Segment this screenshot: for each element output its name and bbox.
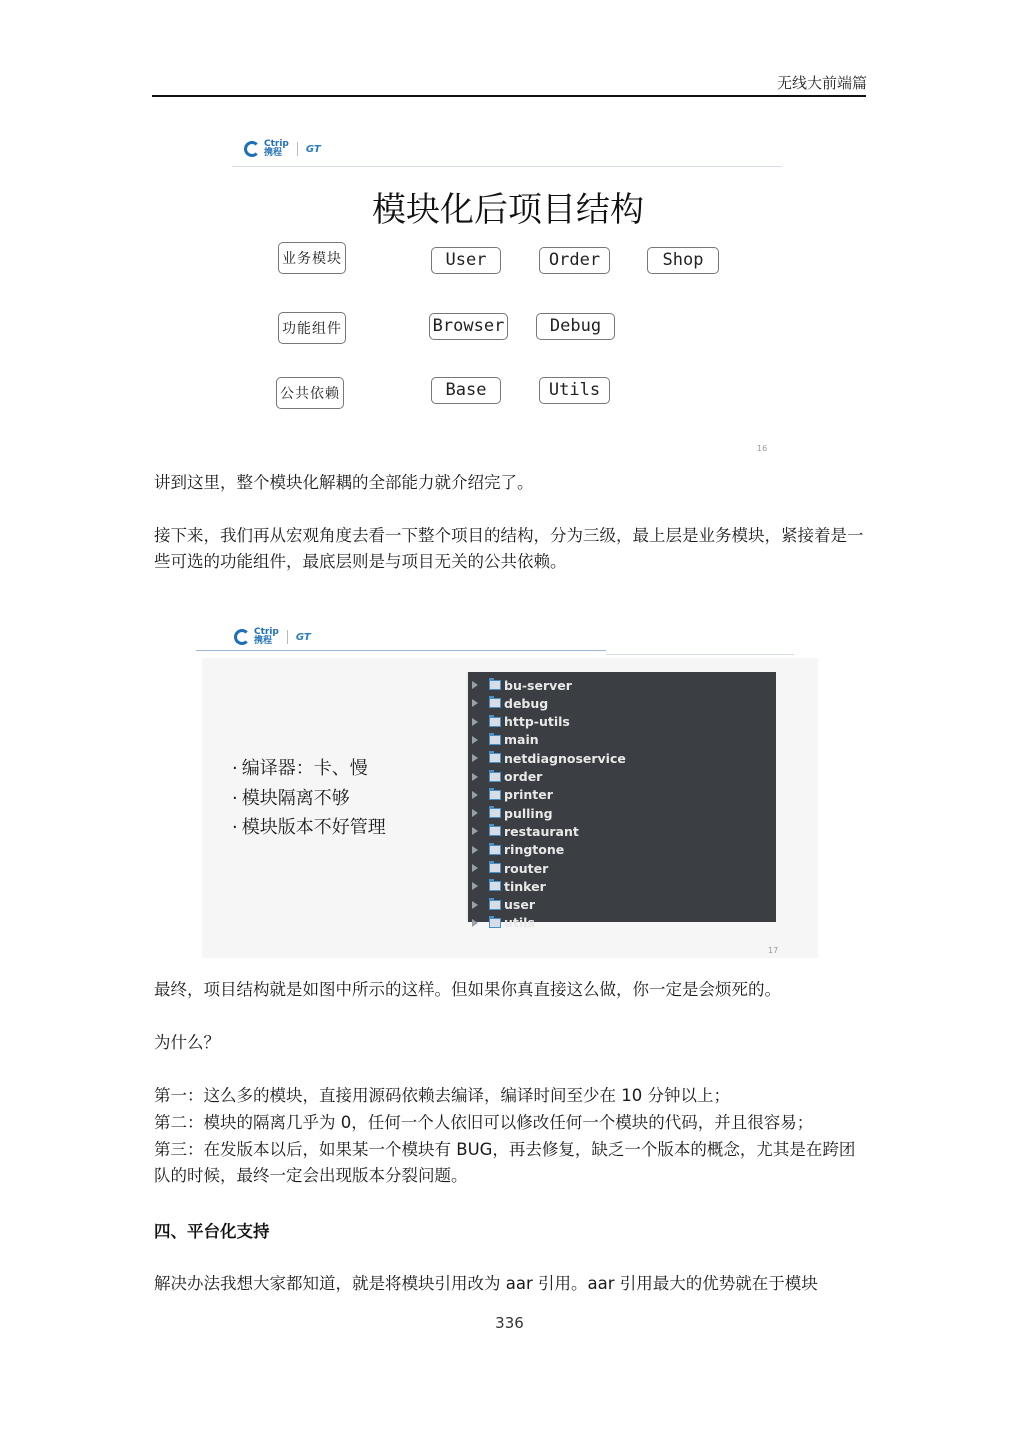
running-header: 无线大前端篇 xyxy=(776,74,867,92)
folder-icon xyxy=(489,772,501,782)
slide-title: 模块化后项目结构 xyxy=(372,190,644,230)
tree-item: utils xyxy=(468,914,535,932)
folder-icon xyxy=(489,808,501,818)
logo-divider xyxy=(287,630,288,644)
module-user: User xyxy=(431,247,501,274)
paragraph: 接下来，我们再从宏观角度去看一下整个项目的结构，分为三级，最上层是业务模块，紧接着是一些可选的功能组件，最底层则是与项目无关的公共依赖。 xyxy=(154,526,864,571)
folder-icon xyxy=(489,881,501,891)
paragraph: 讲到这里，整个模块化解耦的全部能力就介绍完了。 xyxy=(154,473,534,492)
module-browser: Browser xyxy=(429,313,508,340)
folder-icon xyxy=(489,735,501,745)
tree-item: netdiagnoservice xyxy=(468,749,626,767)
module-debug: Debug xyxy=(536,313,615,340)
expand-arrow-icon xyxy=(472,718,478,726)
folder-icon xyxy=(489,900,501,910)
expand-arrow-icon xyxy=(472,791,478,799)
logo-text-bottom: 携程 xyxy=(264,148,283,158)
gt-badge: GT xyxy=(295,631,311,643)
paragraph: 解决办法我想大家都知道，就是将模块引用改为 aar 引用。aar 引用最大的优势就在于模块 xyxy=(154,1274,818,1293)
folder-icon xyxy=(489,753,501,763)
expand-arrow-icon xyxy=(472,864,478,872)
expand-arrow-icon xyxy=(472,919,478,927)
module-shop: Shop xyxy=(647,247,719,274)
slide-rule xyxy=(232,166,782,167)
category-function: 功能组件 xyxy=(278,312,346,344)
category-common: 公共依赖 xyxy=(276,377,344,409)
bullet-item: · 编译器：卡、慢 xyxy=(232,758,368,779)
expand-arrow-icon xyxy=(472,827,478,835)
paragraph: 第一：这么多的模块，直接用源码依赖去编译，编译时间至少在 10 分钟以上； xyxy=(154,1086,730,1105)
folder-icon xyxy=(489,826,501,836)
expand-arrow-icon xyxy=(472,882,478,890)
project-tree xyxy=(466,672,776,931)
folder-icon xyxy=(489,790,501,800)
logo-text-top: Ctrip xyxy=(264,139,289,149)
paragraph: 第三：在发版本以后，如果某一个模块有 BUG，再去修复，缺乏一个版本的概念，尤其是在跨团队的时候，最终一定会出现版本分裂问题。 xyxy=(154,1140,856,1185)
folder-icon xyxy=(489,698,501,708)
expand-arrow-icon xyxy=(472,846,478,854)
header-rule xyxy=(152,95,866,97)
folder-icon xyxy=(489,863,501,873)
tree-item: tinker xyxy=(468,877,546,895)
module-base: Base xyxy=(431,377,501,404)
expand-arrow-icon xyxy=(472,681,478,689)
expand-arrow-icon xyxy=(472,773,478,781)
expand-arrow-icon xyxy=(472,754,478,762)
ctrip-logo xyxy=(234,628,311,646)
slide-module-structure xyxy=(232,132,782,460)
tree-item: printer xyxy=(468,786,553,804)
slide-page-number: 17 xyxy=(768,946,779,955)
expand-arrow-icon xyxy=(472,736,478,744)
folder-icon xyxy=(489,845,501,855)
ctrip-logo-icon xyxy=(234,629,250,645)
bullet-item: · 模块隔离不够 xyxy=(232,787,350,809)
tree-item: restaurant xyxy=(468,822,579,840)
slide-problems xyxy=(196,620,820,962)
paragraph: 第二：模块的隔离几乎为 0，任何一个人依旧可以修改任何一个模块的代码，并且很容易； xyxy=(154,1113,814,1132)
tree-item: debug xyxy=(468,694,548,712)
slide-page-number: 16 xyxy=(757,444,768,453)
problem-bullets xyxy=(232,754,386,843)
tree-item: http-utils xyxy=(468,713,570,731)
tree-item: bu-server xyxy=(468,676,572,694)
tree-item: order xyxy=(468,768,542,786)
expand-arrow-icon xyxy=(472,809,478,817)
tree-item: ringtone xyxy=(468,841,564,859)
folder-icon xyxy=(489,918,501,928)
ctrip-logo-icon xyxy=(244,141,260,157)
folder-icon xyxy=(489,680,501,690)
logo-divider xyxy=(297,142,298,156)
tree-item: main xyxy=(468,731,539,749)
folder-icon xyxy=(489,717,501,727)
paragraph: 为什么？ xyxy=(154,1033,220,1052)
ctrip-logo xyxy=(244,140,321,158)
tree-item: user xyxy=(468,896,535,914)
module-order: Order xyxy=(539,247,610,274)
expand-arrow-icon xyxy=(472,901,478,909)
gt-badge: GT xyxy=(305,143,321,155)
module-utils: Utils xyxy=(539,377,610,404)
section-heading: 四、平台化支持 xyxy=(154,1222,270,1241)
paragraph: 最终，项目结构就是如图中所示的这样。但如果你真直接这么做，你一定是会烦死的。 xyxy=(154,980,781,999)
expand-arrow-icon xyxy=(472,699,478,707)
tree-item: router xyxy=(468,859,548,877)
bullet-item: · 模块版本不好管理 xyxy=(232,817,386,838)
page-number: 336 xyxy=(495,1314,524,1332)
slide-rule xyxy=(196,650,606,651)
logo-text-top: Ctrip xyxy=(254,627,279,637)
tree-item: pulling xyxy=(468,804,553,822)
slide-rule xyxy=(606,654,794,655)
logo-text-bottom: 携程 xyxy=(254,636,273,646)
category-business: 业务模块 xyxy=(278,242,346,274)
